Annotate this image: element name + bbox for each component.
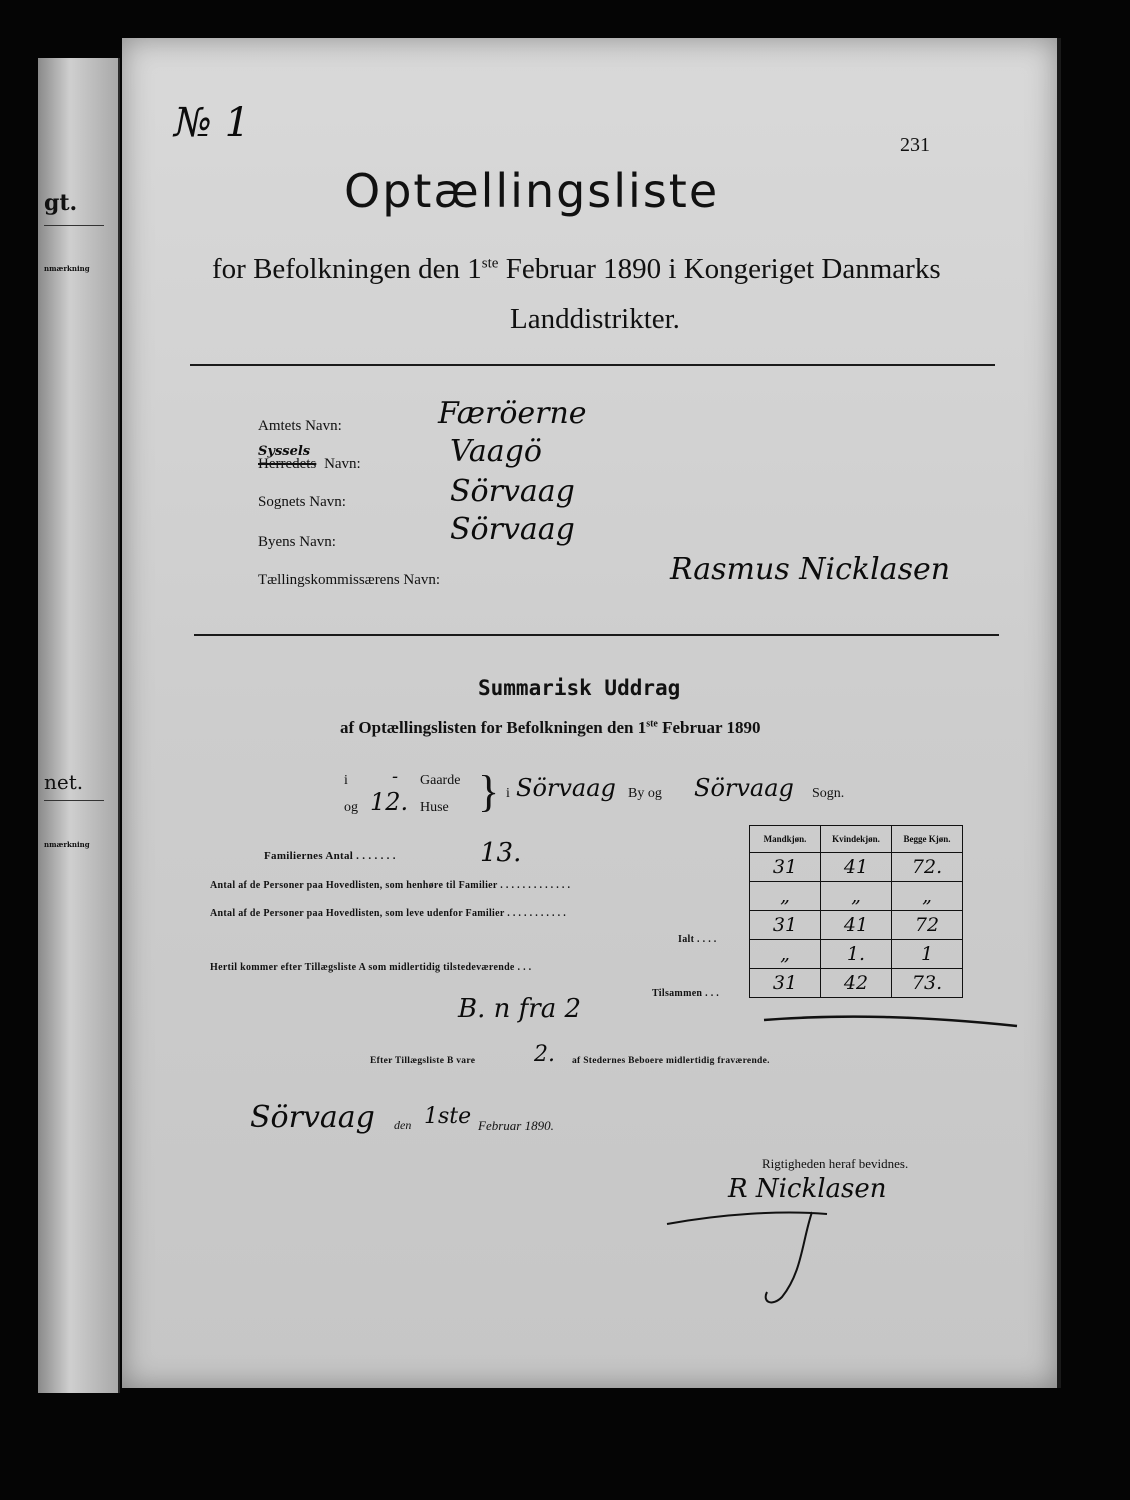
field-label-herred-correction: Syssels <box>258 444 311 459</box>
row-label-tillaeg-a: Hertil kommer efter Tillægsliste A som midlertidig tilstedeværende . . . <box>210 962 532 973</box>
form-subtitle <box>212 253 941 286</box>
table-cell: 41 <box>821 911 892 940</box>
summary-table <box>749 825 963 998</box>
subtitle-post: Februar 1890 i Kongeriget Danmarks <box>498 253 941 285</box>
field-label-by: Byens Navn: <box>258 534 336 550</box>
sogn-label: Sogn. <box>812 786 845 801</box>
table-cell: 73. <box>892 969 963 998</box>
table-cell: 1 <box>892 940 963 969</box>
table-cell: „ <box>750 882 821 911</box>
summary-subheading: af Optællingslisten for Befolkningen den 1ste Februar 1890 <box>340 718 761 737</box>
brace: } <box>478 767 500 816</box>
place-prefix: i <box>506 786 510 801</box>
footer-den: den <box>394 1118 412 1132</box>
by-label: By og <box>628 786 662 801</box>
signature: R Nicklasen <box>728 1174 887 1204</box>
footer-place: Sörvaag <box>250 1100 375 1135</box>
field-label-herred-struck: Herredets Syssels <box>258 444 317 472</box>
huse-prefix: og <box>344 800 358 815</box>
families-value: 13. <box>480 838 522 868</box>
table-row <box>750 911 963 940</box>
field-label-kommissaer: Tællingskommissærens Navn: <box>258 572 441 588</box>
absent-pre: Efter Tillægsliste B vare <box>370 1056 476 1066</box>
spine-label-top: gt. <box>44 190 78 216</box>
row-label-outside: Antal af de Personer paa Hovedlisten, som leve udenfor Familier . . . . . . . . . . . <box>210 908 567 919</box>
table-cell: 31 <box>750 853 821 882</box>
table-cell: „ <box>892 882 963 911</box>
signature-flourish <box>662 1202 882 1312</box>
form-subtitle-line2: Landdistrikter. <box>510 303 680 335</box>
field-label-herred: Herredets Syssels Navn: <box>258 444 361 472</box>
header-male: Mandkjøn. <box>750 826 821 853</box>
table-cell: 1. <box>821 940 892 969</box>
absent-value: 2. <box>534 1042 555 1067</box>
total-underline-stroke <box>762 1010 1022 1030</box>
field-value-kommissaer: Rasmus Nicklasen <box>670 552 951 587</box>
spine-label-mid: net. <box>44 770 84 794</box>
page-number: 231 <box>900 134 930 156</box>
footer-date: Februar 1890. <box>478 1118 554 1133</box>
subtitle-pre: for Befolkningen den 1 <box>212 253 482 285</box>
table-cell: 42 <box>821 969 892 998</box>
fields-divider <box>194 634 999 636</box>
by-value: Sörvaag <box>516 774 616 802</box>
table-cell: 72. <box>892 853 963 882</box>
families-label: Familiernes Antal . . . . . . . <box>264 850 396 862</box>
table-cell: „ <box>821 882 892 911</box>
field-label-amt: Amtets Navn: <box>258 418 342 434</box>
certification-text: Rigtigheden heraf bevidnes. <box>762 1156 909 1171</box>
footer-day: 1ste <box>424 1104 472 1129</box>
field-value-amt: Færöerne <box>438 396 587 431</box>
table-row <box>750 940 963 969</box>
row-label-ialt: Ialt . . . . <box>678 934 717 945</box>
header-both: Begge Kjøn. <box>892 826 963 853</box>
census-form-page <box>122 38 1061 1388</box>
table-cell: 72 <box>892 911 963 940</box>
summary-table-header <box>750 826 963 853</box>
gaarde-value: - <box>392 766 399 787</box>
field-value-sogn: Sörvaag <box>450 474 575 509</box>
table-cell: „ <box>750 940 821 969</box>
row-label-families: Antal af de Personer paa Hovedlisten, som henhøre til Familier . . . . . . . . . . . . . <box>210 880 571 891</box>
table-cell: 31 <box>750 911 821 940</box>
spine-label-small: nmærkning <box>44 840 90 849</box>
summary-heading: Summarisk Uddrag <box>478 676 681 700</box>
table-row <box>750 853 963 882</box>
subtitle-sup: ste <box>481 255 499 272</box>
margin-note: B. n fra 2 <box>458 994 582 1024</box>
field-value-herred: Vaagö <box>450 434 542 469</box>
header-divider <box>190 364 995 366</box>
field-label-sogn: Sognets Navn: <box>258 494 346 510</box>
table-row <box>750 969 963 998</box>
table-row <box>750 882 963 911</box>
absent-post: af Stedernes Beboere midlertidig fraværende. <box>572 1056 770 1066</box>
gaarde-prefix: i <box>344 773 348 788</box>
spine-rule <box>44 225 104 226</box>
table-cell: 41 <box>821 853 892 882</box>
huse-value: 12. <box>370 788 409 816</box>
adjacent-page-spine <box>38 58 120 1393</box>
sogn-value: Sörvaag <box>694 774 794 802</box>
spine-label-small: nmærkning <box>44 264 90 273</box>
spine-rule <box>44 800 104 801</box>
form-title: Optællingsliste <box>344 164 720 218</box>
gaarde-label: Gaarde <box>420 773 461 788</box>
table-cell: 31 <box>750 969 821 998</box>
row-label-tilsammen: Tilsammen . . . <box>652 988 720 999</box>
list-number: № 1 <box>174 100 251 146</box>
header-female: Kvindekjøn. <box>821 826 892 853</box>
huse-label: Huse <box>420 800 449 815</box>
field-value-by: Sörvaag <box>450 512 575 547</box>
